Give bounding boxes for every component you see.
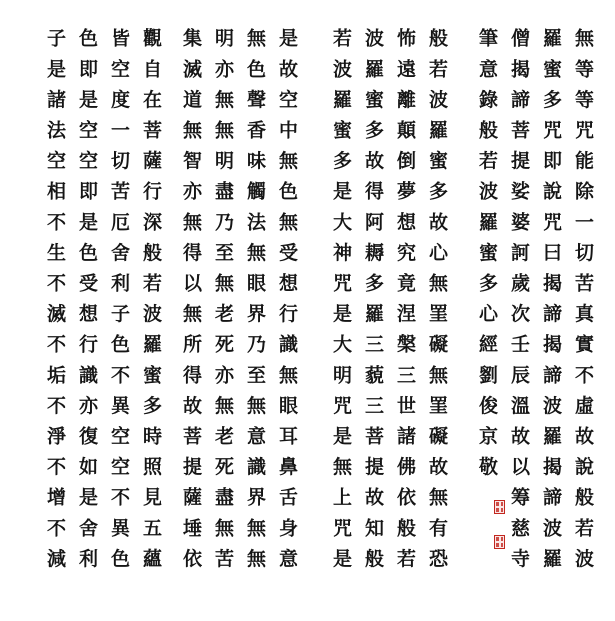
text-column: 集滅道無智亦無得以無所得故菩提薩埵依 xyxy=(180,28,202,579)
red-seal-stamp-icon xyxy=(494,500,505,514)
seal-mark xyxy=(496,543,499,547)
seal-mark xyxy=(496,502,499,506)
text-column: 子是諸法空相不生不滅不垢不淨不增不減 xyxy=(44,28,66,579)
text-column: 無色聲香味觸法無眼界乃至無意識界無無 xyxy=(244,28,266,579)
seal-mark xyxy=(501,502,504,506)
text-column: 般若波羅蜜多故心無罣礙無罣礙故無有恐 xyxy=(426,28,448,579)
seal-mark xyxy=(501,537,504,541)
text-column: 無等等咒能除一切苦真實不虛故說般若波 xyxy=(572,28,594,579)
text-column: 波羅蜜多故得阿耨多羅三藐三菩提故知般 xyxy=(362,28,384,579)
text-column: 筆意錄般若波羅蜜多心經劉俊京敬 xyxy=(476,28,498,487)
red-seal-stamp-icon xyxy=(494,535,505,549)
scroll-panel-3 xyxy=(326,0,452,621)
seal-mark xyxy=(501,508,504,512)
scroll-panel-4 xyxy=(476,0,598,621)
text-column: 怖遠離顛倒夢想究竟涅槃三世諸佛依般若 xyxy=(394,28,416,579)
text-column: 是故空中無色無受想行識無眼耳鼻舌身意 xyxy=(276,28,298,579)
seal-mark xyxy=(501,543,504,547)
text-column: 若波羅蜜多是大神咒是大明咒是無上咒是 xyxy=(330,28,352,579)
scroll-panel-1 xyxy=(22,0,166,621)
seal-mark xyxy=(496,537,499,541)
text-column: 僧揭諦菩提娑婆訶歲次壬辰溫故以筹慈寺 xyxy=(508,28,530,579)
text-column: 觀自在菩薩行深般若波羅蜜多時照見五蘊 xyxy=(140,28,162,579)
seal-mark xyxy=(496,508,499,512)
scroll-panel-2 xyxy=(176,0,302,621)
text-column: 明亦無無明盡乃至無老死亦無老死盡無苦 xyxy=(212,28,234,579)
text-column: 色即是空空即是色受想行識亦復如是舍利 xyxy=(76,28,98,579)
text-column: 皆空度一切苦厄舍利子色不異空空不異色 xyxy=(108,28,130,579)
text-column: 羅蜜多咒即說咒曰揭諦揭諦波羅揭諦波羅 xyxy=(540,28,562,579)
